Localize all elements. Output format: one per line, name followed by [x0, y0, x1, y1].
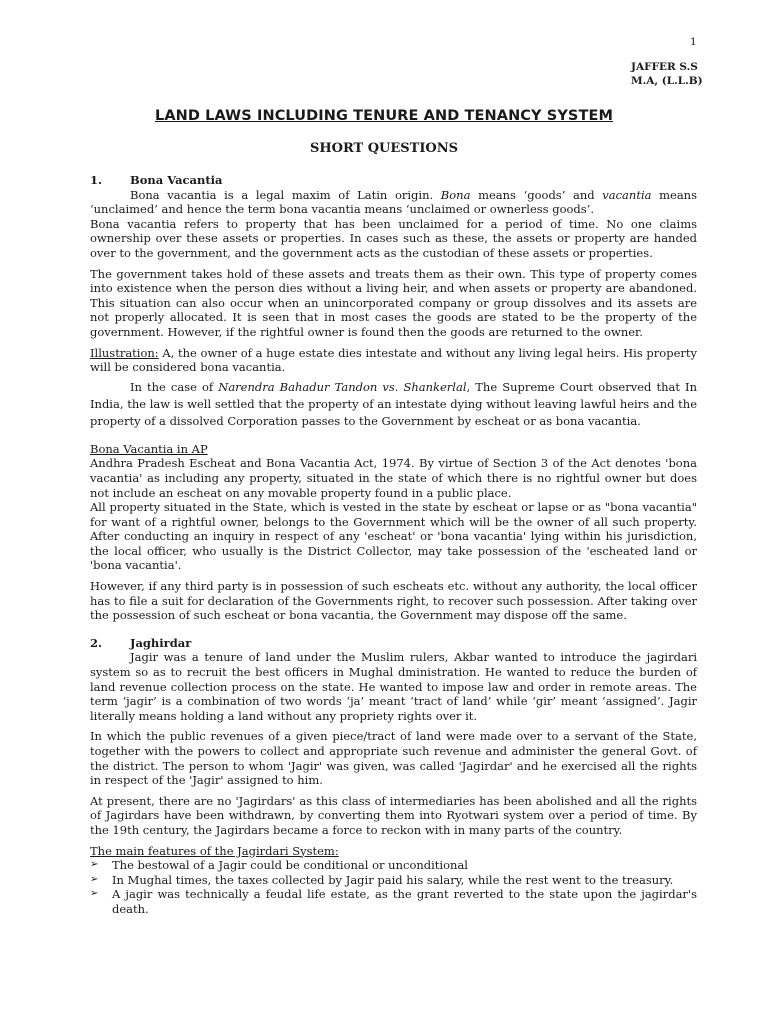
- section-title: Jaghirdar: [130, 635, 192, 650]
- list-item: [90, 873, 697, 888]
- subheading-bona-vacantia-ap: Bona Vacantia in AP: [90, 441, 208, 456]
- paragraph: [90, 188, 697, 217]
- arrow-bullet-icon: ➢: [90, 859, 99, 871]
- text-run: , The Supreme Court observed that In India, the law is well settled that the property of an intestate dying without leaving lawful heirs and the property of a dissolved Corporation passes to the Government by escheat or as bona vacantia.: [90, 379, 697, 428]
- section-number: 1.: [90, 173, 103, 187]
- italic-term: vacantia: [602, 187, 652, 202]
- document-subtitle: SHORT QUESTIONS: [309, 141, 459, 156]
- paragraph: At present, there are no 'Jagirdars' as this class of intermediaries has been abolished and all the rights of Jagirdars have been withdrawn, by converting them into Ryotwari system over a period of time. By the 19th century, the Jagirdars became a force to reckon with in many parts of the country.: [90, 793, 697, 837]
- section-number: 2.: [90, 635, 103, 650]
- paragraph: Bona vacantia refers to property that has been unclaimed for a period of time. No one claims ownership over these assets or properties. In cases such as these, the assets or property are handed over to the government, and the government acts as the custodian of these assets or properties.: [90, 216, 697, 260]
- list-item-text: A jagir was technically a feudal life estate, as the grant reverted to the state upon the jagirdar's death.: [112, 887, 697, 916]
- text-run: means ‘unclaimed’ and hence the term bona vacantia means ‘unclaimed or ownerless goods’.: [90, 187, 697, 217]
- author-degree: M.A, (L.L.B): [631, 75, 703, 87]
- arrow-bullet-icon: ➢: [90, 888, 99, 900]
- subheading-features: The main features of the Jagirdari System:: [90, 843, 339, 858]
- section-heading-jaghirdar: [90, 636, 697, 651]
- list-item: [90, 858, 697, 873]
- case-name: Narendra Bahadur Tandon vs. Shankerlal: [218, 379, 467, 394]
- list-item-text: The bestowal of a Jagir could be conditional or unconditional: [112, 858, 468, 873]
- text-run: Bona vacantia is a legal maxim of Latin origin.: [130, 187, 441, 202]
- illustration-paragraph: [90, 346, 697, 375]
- document-title: LAND LAWS INCLUDING TENURE AND TENANCY SYSTEM: [154, 108, 613, 124]
- paragraph: However, if any third party is in possession of such escheats etc. without any authority, the local officer has to file a suit for declaration of the Governments right, to recover such possession. After taking over the possession of such escheat or bona vacantia, the Government may dispose off the same.: [90, 579, 697, 623]
- features-list: [90, 858, 697, 916]
- paragraph: Andhra Pradesh Escheat and Bona Vacantia Act, 1974. By virtue of Section 3 of the Act denotes 'bona vacantia' as including any property, situated in the state of which there is no rightful owner but does not include an escheat on any movable property found in a public place.: [90, 456, 697, 500]
- paragraph: In which the public revenues of a given piece/tract of land were made over to a servant of the State, together with the powers to collect and appropriate such revenue and administer the general Govt. of the district. The person to whom 'Jagir' was given, was called 'Jagirdar' and he exercised all the rights in respect of the 'Jagir' assigned to him.: [90, 729, 697, 788]
- author-name: JAFFER S.S: [631, 61, 698, 73]
- paragraph: All property situated in the State, which is vested in the state by escheat or lapse or as "bona vacantia" for want of a rightful owner, belongs to the Government which will be the owner of all such property. After conducting an inquiry in respect of any 'escheat' or 'bona vacantia' lying within his jurisdiction, the local officer, who usually is the District Collector, may take possession of the 'escheated land or 'bona vacantia'.: [90, 500, 697, 573]
- author-block: [631, 60, 703, 88]
- illustration-label: Illustration:: [90, 345, 159, 360]
- text-run: means ‘goods’ and: [470, 187, 603, 202]
- arrow-bullet-icon: ➢: [90, 873, 99, 885]
- paragraph: The government takes hold of these assets and treats them as their own. This type of property comes into existence when the person dies without a living heir, and when assets or property are abandoned. This situation can also occur when an unincorporated company or group dissolves and its assets are not properly allocated. It is seen that in most cases the goods are stated to be the property of the government. However, if the rightful owner is found then the goods are returned to the owner.: [90, 266, 697, 339]
- case-paragraph: [90, 379, 697, 430]
- page-number: 1: [690, 36, 697, 48]
- list-item: [90, 887, 697, 916]
- section-heading-bona-vacantia: [90, 173, 697, 188]
- document-body: [90, 173, 697, 917]
- section-title: Bona Vacantia: [130, 173, 223, 187]
- list-item-text: In Mughal times, the taxes collected by Jagir paid his salary, while the rest went to the treasury.: [112, 872, 674, 887]
- text-run: In the case of: [130, 379, 219, 394]
- italic-term: Bona: [440, 187, 471, 202]
- paragraph: Jagir was a tenure of land under the Muslim rulers, Akbar wanted to introduce the jagirdari system so as to recruit the best officers in Mughal dministration. He wanted to reduce the burden of land revenue collection process on the state. He wanted to impose law and order in remote areas. The term ‘jagir’ is a combination of two words ‘ja’ meant ‘tract of land’ while ‘gir’ meant ‘assigned’. Jagir literally means holding a land without any propriety rights over it.: [90, 650, 697, 723]
- text-run: A, the owner of a huge estate dies intestate and without any living legal heirs. His property will be considered bona vacantia.: [90, 345, 697, 375]
